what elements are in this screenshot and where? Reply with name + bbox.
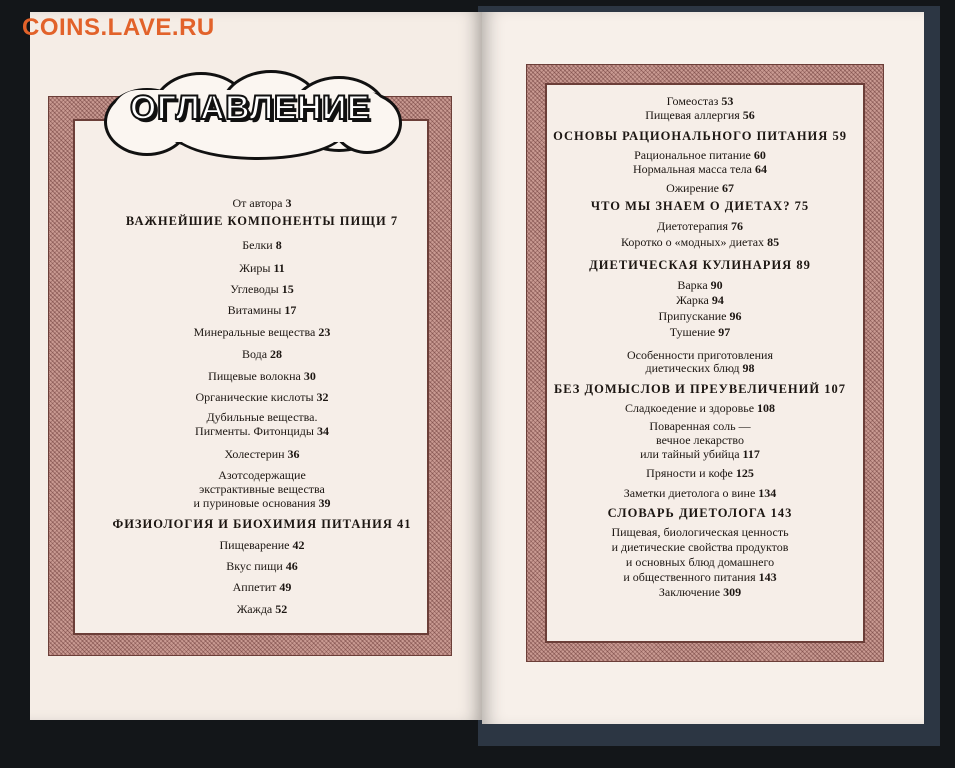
- toc-entry-page: 39: [318, 496, 331, 510]
- toc-entry-title: и общественного питания: [623, 570, 756, 584]
- toc-entry-title: Минеральные вещества: [193, 325, 316, 339]
- toc-entry-page: 28: [270, 347, 283, 361]
- toc-entry: [195, 390, 328, 404]
- toc-entry-page: 64: [755, 162, 768, 176]
- toc-entry-page: 98: [742, 361, 755, 375]
- toc-entry: [239, 261, 285, 275]
- toc-entry-title: Пищевая, биологическая ценность: [611, 525, 789, 539]
- toc-entry-title: экстрактивные вещества: [199, 482, 325, 496]
- toc-entry: [677, 278, 722, 292]
- toc-entry-title: и основных блюд домашнего: [625, 555, 775, 569]
- toc-entry-page: 41: [397, 517, 412, 531]
- toc-entry-title: Припускание: [658, 309, 727, 323]
- toc-entry-title: Варка: [677, 278, 708, 292]
- toc-entry: [242, 238, 281, 252]
- toc-entry: [626, 555, 774, 569]
- toc-entry-page: 36: [287, 447, 300, 461]
- toc-entry-title: СЛОВАРЬ ДИЕТОЛОГА: [607, 506, 767, 520]
- toc-entry: [649, 419, 750, 433]
- toc-entry-title: ДИЕТИЧЕСКАЯ КУЛИНАРИЯ: [589, 258, 793, 272]
- toc-entry-title: Азотсодержащие: [218, 468, 306, 482]
- toc-entry: [608, 506, 793, 520]
- toc-entry: [591, 199, 809, 213]
- toc-entry: [553, 129, 847, 143]
- toc-entry: [237, 602, 288, 616]
- toc-entry-page: 17: [284, 303, 297, 317]
- toc-entry-title: Пряности и кофе: [646, 466, 733, 480]
- toc-entry: [230, 282, 293, 296]
- toc-entry-page: 75: [794, 199, 810, 213]
- toc-entry: [611, 525, 788, 539]
- toc-entry: [199, 482, 325, 496]
- toc-entry: [634, 148, 766, 162]
- toc-entry-title: Дубильные вещества.: [206, 410, 318, 424]
- toc-entry-title: Углеводы: [230, 282, 279, 296]
- toc-entry-page: 107: [824, 382, 846, 396]
- toc-entry-title: ВАЖНЕЙШИЕ КОМПОНЕНТЫ ПИЩИ: [125, 214, 387, 228]
- toc-entry-title: ЧТО МЫ ЗНАЕМ О ДИЕТАХ?: [590, 199, 791, 213]
- toc-entry: [224, 447, 299, 461]
- toc-entry-title: Жарка: [676, 293, 709, 307]
- toc-entry-title: Диетотерапия: [657, 219, 728, 233]
- site-watermark: COINS.LAVE.RU: [22, 14, 215, 41]
- toc-entry-page: 94: [711, 293, 724, 307]
- toc-entry-title: Особенности приготовления: [627, 348, 773, 362]
- toc-entry-title: Нормальная масса тела: [632, 162, 753, 176]
- toc-entry-page: 34: [316, 424, 329, 438]
- toc-entry-title: Белки: [242, 238, 273, 252]
- toc-entry: [623, 570, 776, 584]
- toc-entry-title: Витамины: [227, 303, 282, 317]
- toc-entry-page: 309: [723, 585, 742, 599]
- toc-entry-page: 96: [729, 309, 742, 323]
- toc-entry: [226, 559, 298, 573]
- toc-entry: [589, 258, 811, 272]
- toc-entry-page: 125: [735, 466, 754, 480]
- toc-entry: [554, 382, 846, 396]
- toc-entry-page: 85: [767, 235, 780, 249]
- toc-entry-title: Гомеостаз: [666, 94, 719, 108]
- toc-entry: [126, 214, 398, 228]
- toc-entry-title: или тайный убийца: [640, 447, 740, 461]
- toc-entry-title: Жажда: [236, 602, 273, 616]
- toc-entry: [612, 540, 789, 554]
- toc-entry-title: Вкус пищи: [226, 559, 283, 573]
- toc-entry-page: 56: [742, 108, 755, 122]
- toc-entry-page: 97: [718, 325, 731, 339]
- title-cloud: [100, 70, 400, 156]
- toc-entry-title: ОСНОВЫ РАЦИОНАЛЬНОГО ПИТАНИЯ: [553, 129, 829, 143]
- page-title: ОГЛАВЛЕНИЕ: [129, 89, 371, 127]
- toc-entry-title: Пищевая аллергия: [645, 108, 740, 122]
- toc-entry-title: Холестерин: [224, 447, 285, 461]
- toc-entry: [645, 361, 754, 375]
- toc-entry: [194, 325, 331, 339]
- toc-entry-page: 49: [279, 580, 292, 594]
- toc-entry: [657, 219, 743, 233]
- toc-entry-page: 46: [285, 559, 298, 573]
- toc-entry-page: 76: [730, 219, 743, 233]
- toc-entry-page: 32: [316, 390, 329, 404]
- toc-entry-page: 117: [742, 447, 760, 461]
- toc-entry-title: диетических блюд: [645, 361, 740, 375]
- toc-entry-page: 15: [281, 282, 294, 296]
- toc-entry-page: 23: [318, 325, 331, 339]
- toc-entry-title: От автора: [232, 196, 283, 210]
- toc-entry-title: Рациональное питание: [634, 148, 751, 162]
- toc-entry-title: Вода: [241, 347, 268, 361]
- toc-entry-title: и пуриновые основания: [193, 496, 316, 510]
- toc-entry-page: 90: [710, 278, 723, 292]
- toc-entry-title: Пигменты. Фитонциды: [195, 424, 314, 438]
- toc-entry: [624, 486, 777, 500]
- toc-entry: [194, 496, 331, 510]
- toc-entry: [112, 517, 411, 531]
- toc-entry: [670, 325, 730, 339]
- toc-entry-title: Пищевые волокна: [208, 369, 301, 383]
- toc-entry-page: 59: [832, 129, 847, 143]
- toc-entry-title: Органические кислоты: [195, 390, 314, 404]
- toc-entry-title: Заметки диетолога о вине: [623, 486, 756, 500]
- toc-entry-page: 30: [303, 369, 316, 383]
- toc-entry: [627, 348, 773, 362]
- toc-entry-page: 60: [753, 148, 766, 162]
- toc-entry: [646, 466, 754, 480]
- toc-entry-page: 143: [758, 570, 777, 584]
- toc-entry-page: 53: [721, 94, 734, 108]
- toc-entry: [659, 585, 741, 599]
- toc-entry-title: Пищеварение: [219, 538, 290, 552]
- toc-entry-page: 8: [275, 238, 282, 252]
- toc-entry-title: Тушение: [669, 325, 716, 339]
- toc-entry: [228, 303, 297, 317]
- toc-entry: [633, 162, 767, 176]
- toc-entry: [625, 401, 775, 415]
- toc-entry-page: 143: [770, 506, 793, 520]
- toc-entry-page: 3: [285, 196, 292, 210]
- toc-entry: [242, 347, 282, 361]
- toc-entry-page: 52: [275, 602, 288, 616]
- toc-entry-page: 7: [390, 214, 399, 228]
- toc-entry: [659, 309, 742, 323]
- toc-entry: [208, 369, 316, 383]
- toc-entry-title: Ожирение: [666, 181, 719, 195]
- toc-entry-title: БЕЗ ДОМЫСЛОВ И ПРЕУВЕЛИЧЕНИЙ: [554, 382, 821, 396]
- toc-entry: [233, 580, 292, 594]
- toc-entry-page: 108: [757, 401, 776, 415]
- toc-entry: [667, 94, 734, 108]
- toc-entry: [666, 181, 734, 195]
- toc-entry: [676, 293, 724, 307]
- toc-entry: [621, 235, 779, 249]
- toc-entry-page: 134: [758, 486, 777, 500]
- toc-entry-page: 89: [796, 258, 811, 272]
- toc-entry: [640, 447, 760, 461]
- toc-entry: [195, 424, 329, 438]
- toc-entry-title: ФИЗИОЛОГИЯ И БИОХИМИЯ ПИТАНИЯ: [112, 517, 393, 531]
- toc-entry-title: Коротко о «модных» диетах: [620, 235, 765, 249]
- toc-entry-title: Аппетит: [232, 580, 277, 594]
- toc-entry: [218, 468, 306, 482]
- toc-entry-title: Заключение: [658, 585, 721, 599]
- toc-entry-title: Жиры: [239, 261, 271, 275]
- toc-entry-title: вечное лекарство: [656, 433, 744, 447]
- toc-entry: [656, 433, 744, 447]
- toc-entry: [220, 538, 305, 552]
- toc-entry-title: Сладкоедение и здоровье: [624, 401, 755, 415]
- toc-entry-page: 11: [273, 261, 285, 275]
- toc-entry-page: 67: [721, 181, 734, 195]
- toc-entry: [645, 108, 755, 122]
- toc-entry: [206, 410, 317, 424]
- toc-entry: [232, 196, 291, 210]
- toc-entry-title: и диетические свойства продуктов: [611, 540, 789, 554]
- toc-entry-page: 42: [292, 538, 305, 552]
- toc-entry-title: Поваренная соль —: [649, 419, 751, 433]
